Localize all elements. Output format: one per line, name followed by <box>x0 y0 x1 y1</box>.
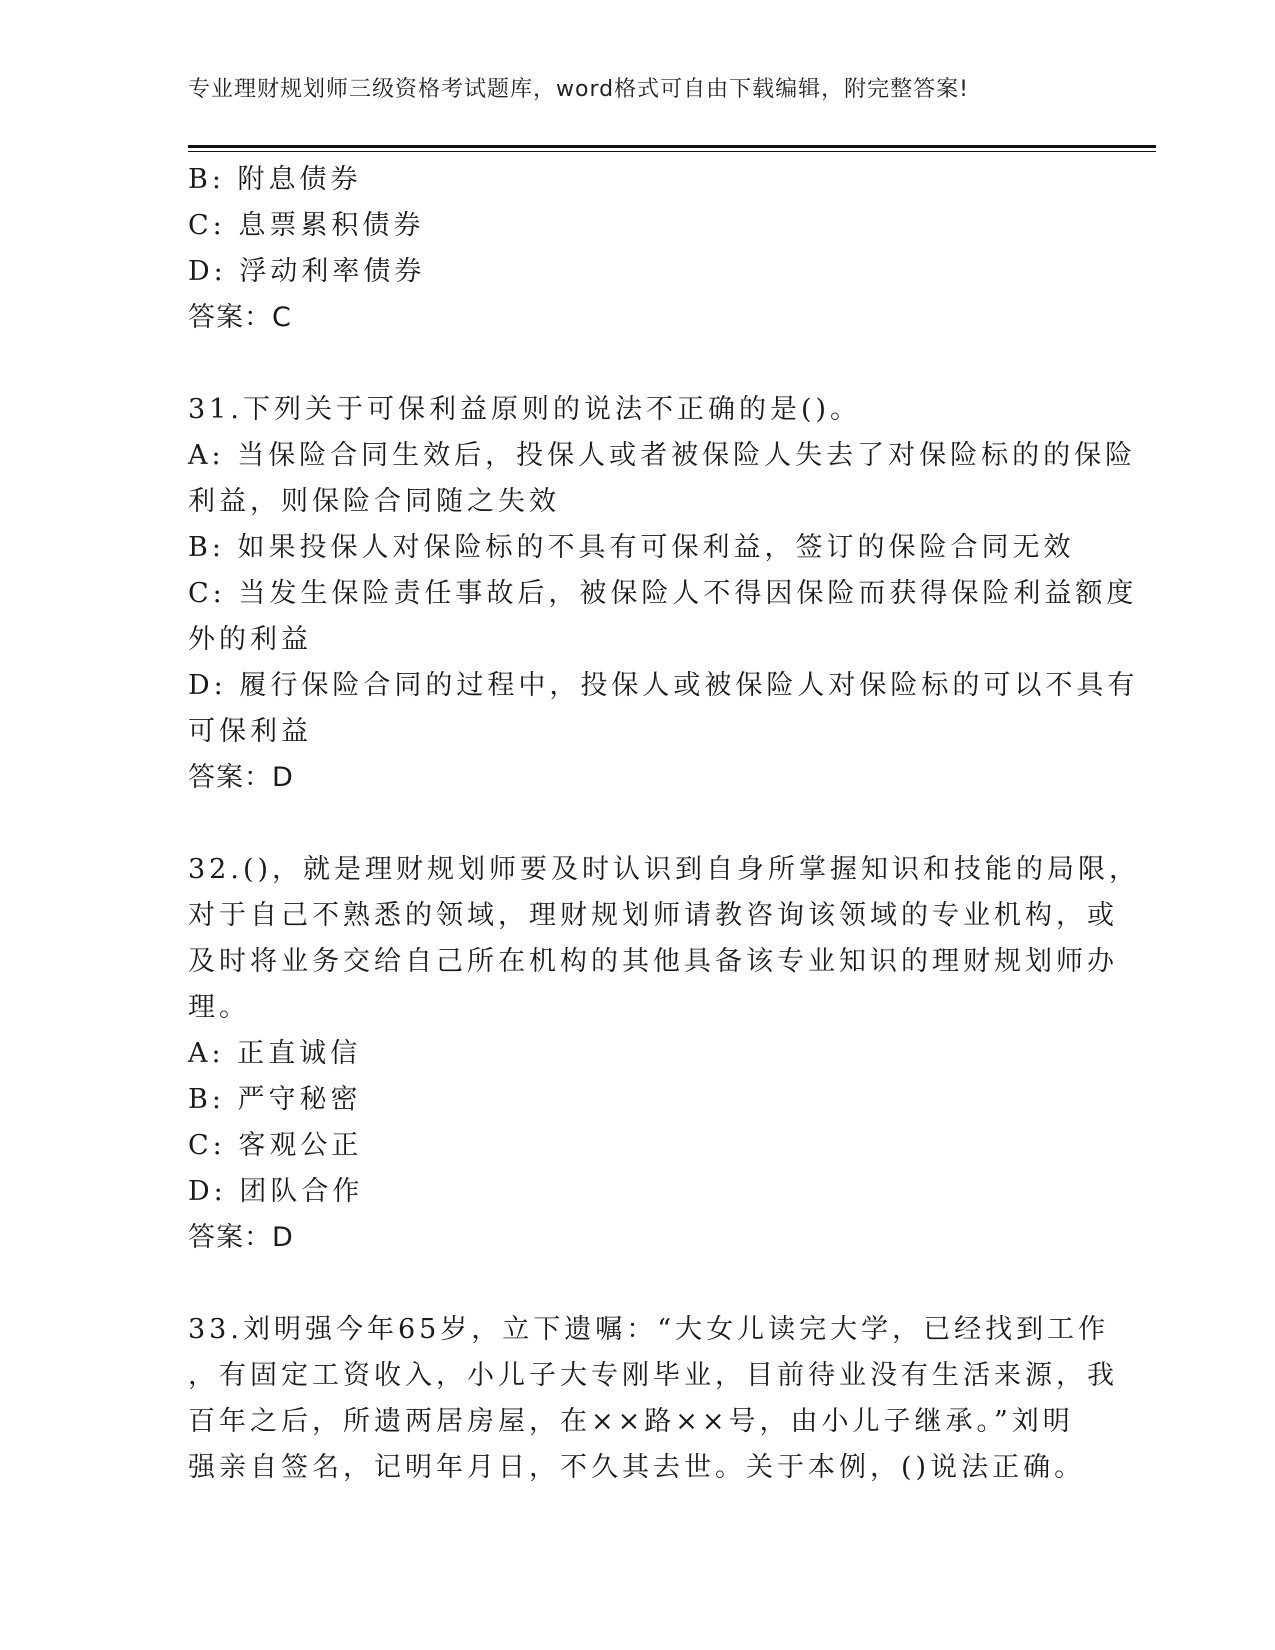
spacer <box>188 801 1078 847</box>
page-header: 专业理财规划师三级资格考试题库，word格式可自由下载编辑，附完整答案! <box>188 77 969 102</box>
question-32-stem-line-3: 及时将业务交给自己所在机构的其他具备该专业知识的理财规划师办 <box>188 946 1118 977</box>
option-b: B: 附息债券 <box>188 164 362 195</box>
answer: 答案：C <box>188 302 292 333</box>
option-c-line-1: C: 当发生保险责任事故后，被保险人不得因保险而获得保险利益额度 <box>188 578 1138 609</box>
option-c: C: 客观公正 <box>188 1130 363 1161</box>
option-d-line-1: D: 履行保险合同的过程中，投保人或被保险人对保险标的可以不具有 <box>188 670 1139 701</box>
spacer <box>188 341 1078 387</box>
question-32-stem-line-4: 理。 <box>188 992 250 1023</box>
option-a: A: 正直诚信 <box>188 1038 362 1069</box>
header-rule-thin <box>188 151 1156 152</box>
question-32-stem-line-2: 对于自己不熟悉的领域，理财规划师请教咨询该领域的专业机构，或 <box>188 900 1118 931</box>
header-rule <box>188 145 1156 148</box>
question-33-stem-line-1: 33.刘明强今年65岁，立下遗嘱：“大女儿读完大学，已经找到工作 <box>188 1314 1110 1345</box>
option-d: D: 浮动利率债券 <box>188 256 426 287</box>
option-b: B: 严守秘密 <box>188 1084 362 1115</box>
option-c-line-2: 外的利益 <box>188 624 312 655</box>
spacer <box>188 1261 1078 1307</box>
option-b: B: 如果投保人对保险标的不具有可保利益，签订的保险合同无效 <box>188 532 1075 563</box>
option-c: C: 息票累积债券 <box>188 210 425 241</box>
answer: 答案：D <box>188 762 294 793</box>
option-a-line-2: 利益，则保险合同随之失效 <box>188 486 560 517</box>
question-31-stem: 31.下列关于可保利益原则的说法不正确的是()。 <box>188 394 862 425</box>
question-33-stem-line-2: ，有固定工资收入，小儿子大专刚毕业，目前待业没有生活来源，我 <box>188 1360 1118 1391</box>
answer: 答案：D <box>188 1222 294 1253</box>
option-d: D: 团队合作 <box>188 1176 364 1207</box>
question-33-stem-line-4: 强亲自签名，记明年月日，不久其去世。关于本例，()说法正确。 <box>188 1452 1086 1483</box>
option-a-line-1: A: 当保险合同生效后，投保人或者被保险人失去了对保险标的的保险 <box>188 440 1137 471</box>
option-d-line-2: 可保利益 <box>188 716 312 747</box>
question-content <box>188 157 1141 1491</box>
question-33-stem-line-3: 百年之后，所遗两居房屋，在××路××号，由小儿子继承。”刘明 <box>188 1406 1074 1437</box>
question-32-stem-line-1: 32.()，就是理财规划师要及时认识到自身所掌握知识和技能的局限， <box>188 854 1141 885</box>
